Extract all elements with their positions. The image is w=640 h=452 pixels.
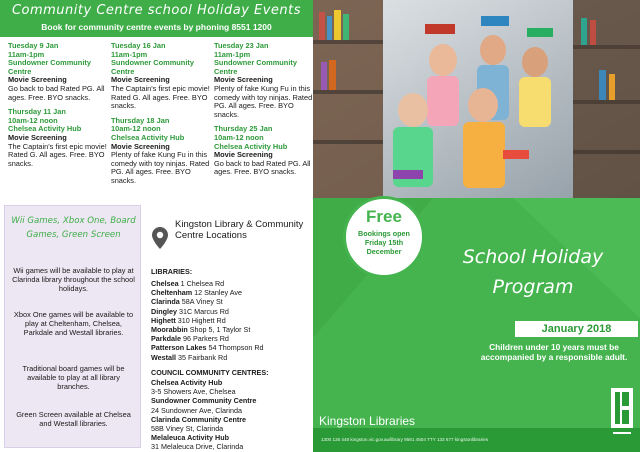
- list-item: Moorabbin Shop 5, 1 Taylor St: [151, 325, 251, 335]
- locations-title: Kingston Library & Community Centre Locations: [175, 219, 304, 241]
- list-item: Parkdale 96 Parkers Rd: [151, 334, 229, 344]
- event-date: Tuesday 9 Jan: [8, 41, 59, 50]
- centres-list: [151, 378, 309, 452]
- list-item: Dingley 31C Marcus Rd: [151, 306, 229, 316]
- map-pin-icon: [152, 227, 168, 249]
- event-title: Movie Screening: [214, 75, 273, 85]
- list-item: Chelsea Activity Hub 3-5 Showers Ave, Chelsea: [151, 378, 236, 397]
- event-item: [111, 117, 211, 186]
- event-desc: Plenty of fake Kung Fu in this comedy with toy ninjas. Rated PG. All ages. Free. BYO snacks.: [111, 150, 210, 185]
- event-time: 11am-1pm: [214, 49, 251, 59]
- children-with-books-photo: [313, 0, 640, 198]
- centres-heading: COUNCIL COMMUNITY CENTRES:: [151, 368, 269, 377]
- list-item: Westall 35 Fairbank Rd: [151, 352, 228, 362]
- event-time: 11am-1pm: [8, 49, 45, 59]
- event-title: Movie Screening: [111, 75, 170, 85]
- list-item: Chelsea 1 Chelsea Rd: [151, 279, 225, 288]
- event-date: Tuesday 23 Jan: [214, 41, 269, 50]
- date-banner: [515, 321, 638, 337]
- event-venue: Sundowner Community Centre: [111, 58, 194, 76]
- events-grid: [8, 41, 313, 200]
- events-header: [0, 0, 313, 37]
- list-item: Highett 310 Highett Rd: [151, 315, 226, 325]
- event-venue: Chelsea Activity Hub: [111, 132, 185, 142]
- booking-phone-text: Book for community centre events by phoning 8551 1200: [41, 22, 272, 32]
- event-item: [214, 42, 314, 119]
- program-date: January 2018: [541, 323, 612, 335]
- event-date: Thursday 11 Jan: [8, 107, 66, 117]
- list-item: Patterson Lakes 54 Thompson Rd: [151, 343, 264, 353]
- event-item: [8, 108, 108, 168]
- event-venue: Sundowner Community Centre: [214, 58, 297, 76]
- event-desc: The Captain's first epic movie! Rated G. All ages. Free. BYO snacks.: [8, 141, 107, 168]
- contact-details: 1300 135 448 kingston.vic.gov.au/library 9581 4504 TTY 133 677 kingstonlibraries: [321, 437, 489, 442]
- list-item: Cheltenham 12 Stanley Ave: [151, 288, 242, 298]
- event-time: 10am-12 noon: [214, 132, 264, 142]
- event-time: 11am-1pm: [111, 49, 148, 59]
- kingston-logo-icon: [611, 388, 633, 440]
- libraries-list: [151, 279, 309, 362]
- events-title: Community Centre school Holiday Events: [11, 3, 302, 18]
- event-item: [8, 42, 108, 102]
- games-title: Wii Games, Xbox One, Board Games, Green Screen: [11, 216, 136, 240]
- event-desc: Plenty of fake Kung Fu in this comedy with toy ninjas. Rated PG. All ages. Free. BYO snacks.: [214, 83, 313, 119]
- event-venue: Sundowner Community Centre: [8, 58, 91, 76]
- list-item: Clarinda Community Centre 58B Viney St, Clarinda: [151, 414, 247, 434]
- bookings-open-text: Bookings open Friday 15th December: [358, 229, 410, 256]
- events-column-2: [111, 42, 211, 192]
- list-item: Melaleuca Activity Hub 31 Melaleuca Drive, Clarinda: [151, 433, 244, 452]
- list-item: Sundowner Community Centre 24 Sundowner Ave, Clarinda: [151, 396, 257, 415]
- games-info-box: [4, 205, 141, 448]
- program-title: School Holiday Program: [462, 246, 604, 298]
- supervision-notice: Children under 10 years must be accompanied by a responsible adult.: [480, 342, 628, 362]
- event-date: Thursday 25 Jan: [214, 124, 273, 134]
- event-time: 10am-12 noon: [111, 124, 161, 134]
- promo-panel: [313, 0, 640, 452]
- event-item: [111, 42, 211, 111]
- wii-paragraph: Wii games will be available to play at Clarinda library throughout the school holidays.: [12, 266, 135, 294]
- event-desc: Go back to bad Rated PG. All ages. Free. BYO snacks.: [214, 158, 311, 177]
- event-date: Thursday 18 Jan: [111, 115, 170, 125]
- green-screen-paragraph: Green Screen available at Chelsea and Westall libraries.: [16, 410, 131, 429]
- event-venue: Chelsea Activity Hub: [8, 124, 82, 134]
- event-desc: The Captain's first epic movie! Rated G. All ages. Free. BYO snacks.: [111, 83, 210, 111]
- event-desc: Go back to bad Rated PG. All ages. Free. BYO snacks.: [8, 83, 105, 102]
- event-title: Movie Screening: [8, 75, 67, 85]
- events-column-3: [214, 42, 314, 183]
- event-venue: Chelsea Activity Hub: [214, 141, 288, 151]
- free-badge: [343, 196, 425, 278]
- event-title: Movie Screening: [8, 132, 67, 142]
- event-date: Tuesday 16 Jan: [111, 41, 166, 50]
- free-word: Free: [366, 207, 402, 226]
- libraries-heading: LIBRARIES:: [151, 267, 193, 276]
- locations-panel: [148, 205, 308, 452]
- xbox-paragraph: Xbox One games will be available to play at Cheltenham, Chelsea, Parkdale and Westall libraries.: [13, 310, 134, 338]
- event-item: [214, 125, 314, 177]
- events-column-1: [8, 42, 108, 174]
- event-title: Movie Screening: [111, 141, 170, 151]
- kingston-libraries-name: Kingston Libraries: [319, 414, 416, 428]
- event-title: Movie Screening: [214, 150, 273, 160]
- list-item: Clarinda 58A Viney St: [151, 297, 223, 307]
- events-panel: [0, 0, 313, 452]
- board-games-paragraph: Traditional board games will be available to play at all library branches.: [22, 364, 125, 392]
- event-time: 10am-12 noon: [8, 115, 58, 125]
